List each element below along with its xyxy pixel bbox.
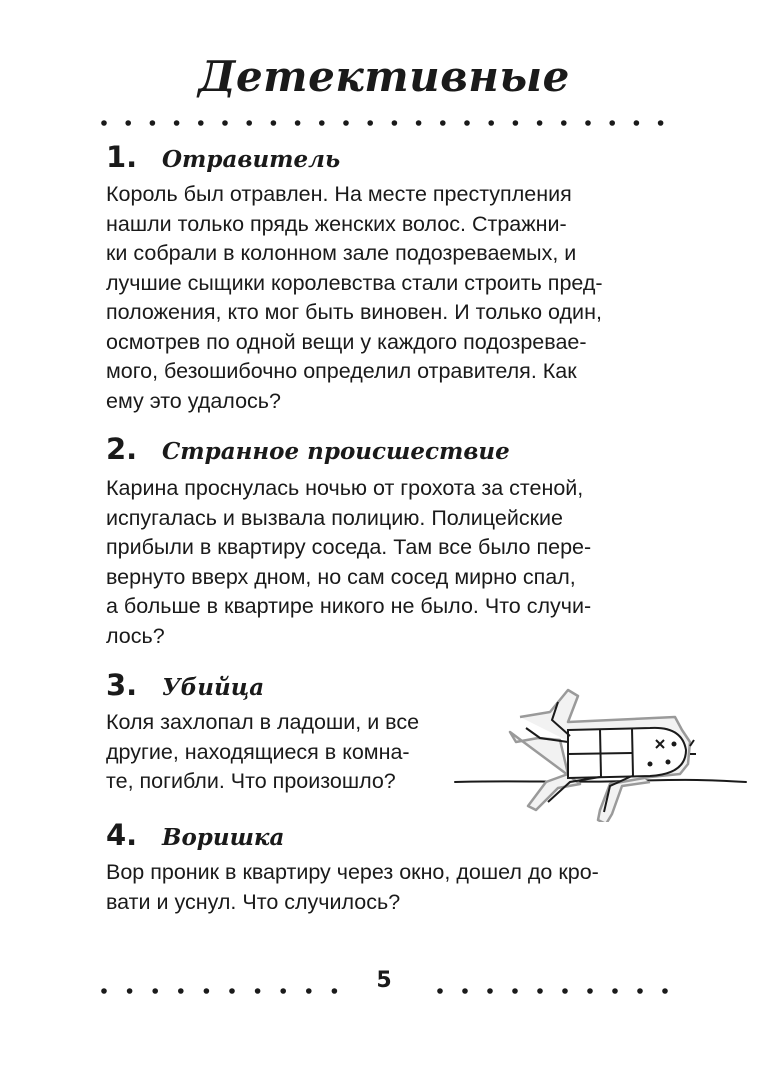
divider-dot [585,120,591,126]
divider-dot [487,988,493,994]
divider-dot [462,988,468,994]
divider-dot [198,120,204,126]
divider-dot [222,120,228,126]
puzzle-2-text [106,474,591,651]
divider-dot [101,120,107,126]
divider-dot [512,988,518,994]
puzzle-3-title: Убийца [162,674,265,701]
page-number: 5 [376,968,392,993]
divider-dot [612,988,618,994]
puzzle-3-line: те, погибли. Что произошло? [106,769,396,793]
puzzle-1-text [106,180,603,416]
puzzle-4-title: Воришка [162,824,285,851]
puzzle-4-line: Вор проник в квартиру через окно, дошел до кро- [106,860,599,884]
puzzle-2-line: лось? [106,623,165,648]
puzzle-3-heading [106,668,264,702]
chalk-outline-illustration [450,682,750,826]
divider-dot [416,120,422,126]
puzzle-1-heading [106,140,340,174]
divider-dot [561,120,567,126]
puzzle-4-number: 4. [106,818,138,852]
puzzle-2-title: Странное происшествие [162,438,510,465]
divider-dot [537,120,543,126]
puzzle-2-number: 2. [106,432,138,466]
divider-dot [437,988,443,994]
body-outline-icon [450,682,750,822]
puzzle-3-line: Коля захлопал в ладоши, и все [106,710,420,734]
divider-dot [537,988,543,994]
puzzle-1-line: осмотрев по одной вещи у каждого подозревае- [106,329,587,354]
divider-dot [637,988,643,994]
puzzle-1-line: нашли только прядь женских волос. Стражни- [106,211,567,236]
divider-dot [440,120,446,126]
divider-dot [392,120,398,126]
divider-dot [609,120,615,126]
top-dotted-divider [100,118,670,128]
puzzle-1-line: мого, безошибочно определил отравителя. Как [106,359,577,383]
divider-dot [271,120,277,126]
puzzle-4-line: вати и уснул. Что случилось? [106,889,401,914]
divider-dot [343,120,349,126]
divider-dot [488,120,494,126]
puzzle-2-line: вернуто вверх дном, но сам сосед мирно спал, [106,564,576,589]
puzzle-3-text [106,708,419,797]
puzzle-1-line: ему это удалось? [106,388,281,413]
divider-dot [367,120,373,126]
puzzle-2-line: прибыли в квартиру соседа. Там все было пере- [106,535,592,559]
divider-dot [562,988,568,994]
puzzle-2-line: испугалась и вызвала полицию. Полицейские [106,505,563,530]
puzzle-2-line: Карина проснулась ночью от грохота за стеной, [106,476,584,500]
puzzle-4-text [106,858,599,917]
puzzle-4-heading [106,818,284,852]
puzzle-1-line: ки собрали в колонном зале подозреваемых, и [106,241,577,265]
divider-dot [634,120,640,126]
bottom-right-dotted-divider [436,986,670,996]
divider-dot [246,120,252,126]
divider-dot [587,988,593,994]
puzzle-2-line: а больше в квартире никого не было. Что случи- [106,594,592,618]
puzzle-1-number: 1. [106,140,138,174]
puzzle-2-heading [106,432,510,466]
page-title: Детективные [198,52,570,101]
divider-dot [658,120,664,126]
puzzle-1-title: Отравитель [162,146,341,173]
puzzle-1-line: Король был отравлен. На месте преступления [106,182,572,206]
divider-dot [150,120,156,126]
divider-dot [125,120,131,126]
puzzle-3-line: другие, находящиеся в комна- [106,739,410,764]
puzzle-1-line: положения, кто мог быть виновен. И только один, [106,300,602,324]
puzzle-3-number: 3. [106,668,138,702]
divider-dot [464,120,470,126]
puzzle-1-line: лучшие сыщики королевства стали строить пред- [106,270,603,295]
divider-dot [513,120,519,126]
divider-dot [295,120,301,126]
divider-dot [174,120,180,126]
divider-dot [662,988,668,994]
divider-dot [319,120,325,126]
